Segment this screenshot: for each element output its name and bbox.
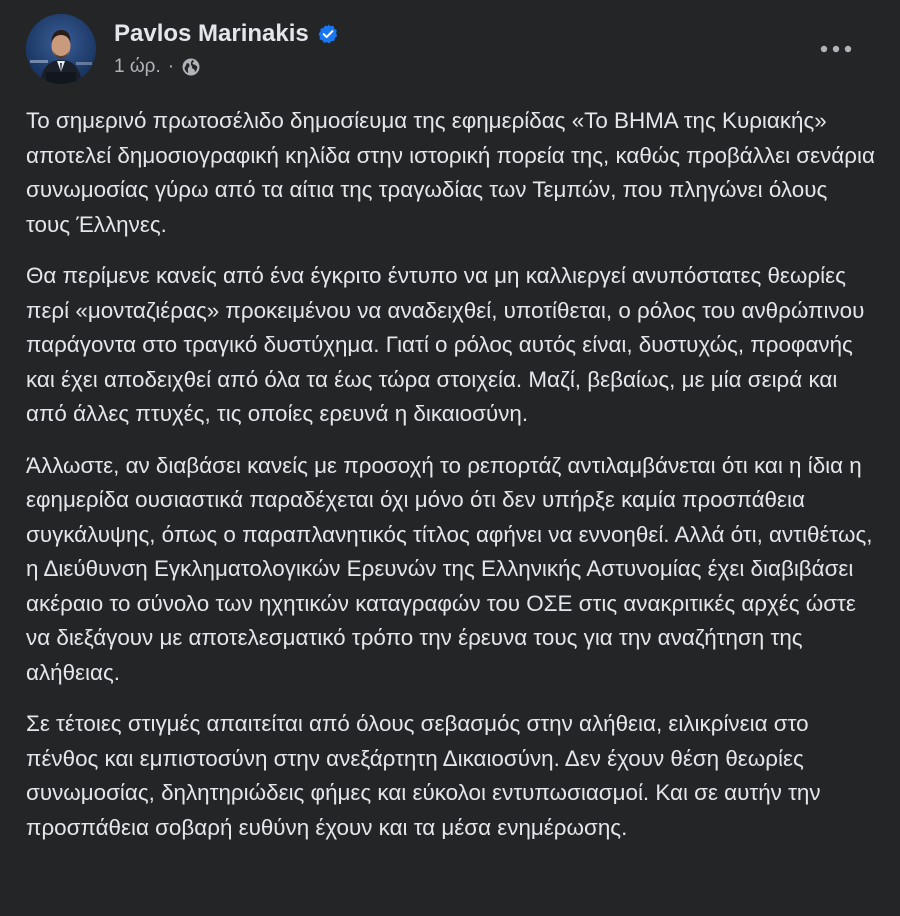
author-avatar[interactable] <box>26 14 96 84</box>
post-paragraph: Θα περίμενε κανείς από ένα έγκριτο έντυπο να μη καλλιεργεί ανυπόστατες θεωρίες περί «μονταζιέρας» προκειμένου να αναδειχθεί, υποτίθεται, ο ρόλος του ανθρώπινου παράγοντα στο τραγικό δυστύχημα. Γιατί ο ρόλος αυτός είναι, δυστυχώς, προφανής και έχει αποδειχθεί από όλα τα έως τώρα στοιχεία. Μαζί, βεβαίως, με μία σειρά και από άλλες πτυχές, τις οποίες ερευνά η δικαιοσύνη. <box>26 263 865 426</box>
post-paragraph: Το σημερινό πρωτοσέλιδο δημοσίευμα της εφημερίδας «Το ΒΗΜΑ της Κυριακής» αποτελεί δημοσιογραφική κηλίδα στην ιστορική πορεία της, καθώς προβάλλει σενάρια συνωμοσίας γύρω από τα αίτια της τραγωδίας των Τεμπών, που πληγώνει όλους τους Έλληνες. <box>26 108 875 237</box>
author-name-text: Pavlos Marinakis <box>114 20 309 47</box>
post-paragraph: Άλλωστε, αν διαβάσει κανείς με προσοχή το ρεπορτάζ αντιλαμβάνεται ότι και η ίδια η εφημερίδα ουσιαστικά παραδέχεται όχι μόνο ότι δεν υπήρξε καμία προσπάθεια συγκάλυψης, όπως ο παραπλανητικός τίτλος αφήνει να εννοηθεί. Αλλά ότι, αντιθέτως, η Διεύθυνση Εγκληματολογικών Ερευνών της Ελληνικής Αστυνομίας έχει διαβιβάσει ακέραιο το σύνολο των ηχητικών καταγραφών του ΟΣΕ στις ανακριτικές αρχές ώστε να διεξάγουν με αποτελεσματικό τρόπο την έρευνα τους για την αναζήτηση της αλήθειας. <box>26 452 873 685</box>
post-header <box>26 14 876 84</box>
globe-icon[interactable] <box>181 57 201 77</box>
avatar-photo <box>26 14 96 84</box>
meta-separator: · <box>167 56 175 77</box>
verified-badge-icon <box>317 23 339 45</box>
post-meta <box>114 56 201 78</box>
more-horizontal-icon <box>819 45 853 53</box>
author-name[interactable] <box>114 20 339 48</box>
post-body <box>26 104 876 862</box>
post-timestamp[interactable]: 1 ώρ. <box>114 56 161 77</box>
post-paragraph: Σε τέτοιες στιγμές απαιτείται από όλους σεβασμός στην αλήθεια, ειλικρίνεια στο πένθος και εμπιστοσύνη στην ανεξάρτητη Δικαιοσύνη. Δεν έχουν θέση θεωρίες συνωμοσίας, δηλητηριώδεις φήμες και εύκολοι εντυπωσιασμοί. Και σε αυτήν την προσπάθεια σοβαρή ευθύνη έχουν και τα μέσα ενημέρωσης. <box>26 711 821 840</box>
more-options-button[interactable] <box>816 36 856 62</box>
